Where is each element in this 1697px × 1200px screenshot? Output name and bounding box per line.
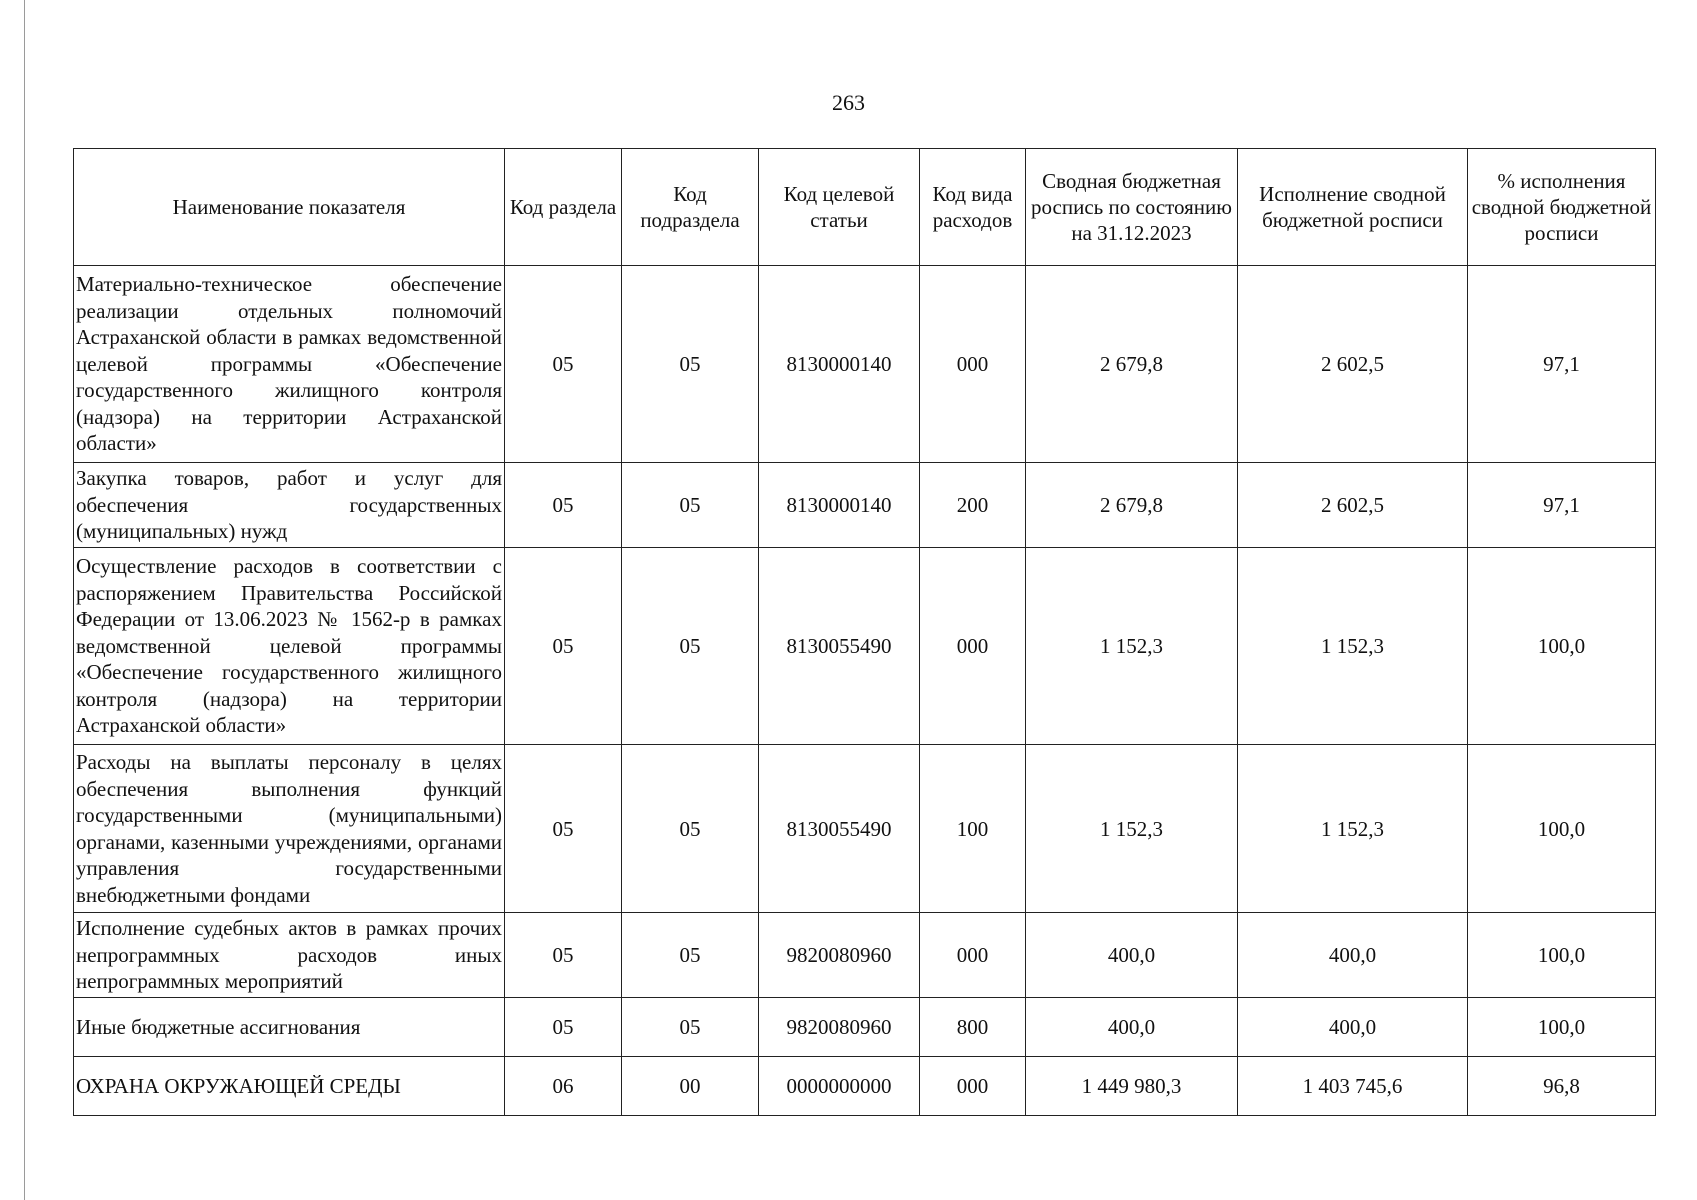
row-expense-type-code: 100 bbox=[920, 745, 1026, 913]
row-expense-type-code: 200 bbox=[920, 463, 1026, 548]
row-target-code: 0000000000 bbox=[759, 1057, 920, 1116]
row-target-code: 9820080960 bbox=[759, 998, 920, 1057]
row-expense-type-code: 000 bbox=[920, 1057, 1026, 1116]
row-planned-budget: 2 679,8 bbox=[1026, 463, 1238, 548]
row-target-code: 8130000140 bbox=[759, 463, 920, 548]
row-execution-percent: 97,1 bbox=[1468, 463, 1656, 548]
row-expense-type-code: 000 bbox=[920, 913, 1026, 998]
table-header-row bbox=[74, 149, 1656, 266]
row-name: Закупка товаров, работ и услуг для обеспечения государственных (муниципальных) нужд bbox=[74, 463, 505, 548]
row-execution-percent: 100,0 bbox=[1468, 548, 1656, 745]
header-section-code: Код раздела bbox=[505, 149, 622, 266]
row-planned-budget: 1 449 980,3 bbox=[1026, 1057, 1238, 1116]
row-executed-budget: 2 602,5 bbox=[1238, 463, 1468, 548]
row-executed-budget: 1 152,3 bbox=[1238, 745, 1468, 913]
row-name: Расходы на выплаты персоналу в целях обеспечения выполнения функций государственными (муниципальными) органами, казенными учреждениями, органами управления государственными внебюджетными фондами bbox=[74, 745, 505, 913]
row-section-code: 05 bbox=[505, 463, 622, 548]
row-planned-budget: 400,0 bbox=[1026, 998, 1238, 1057]
table-row bbox=[74, 548, 1656, 745]
row-expense-type-code: 000 bbox=[920, 548, 1026, 745]
row-name: ОХРАНА ОКРУЖАЮЩЕЙ СРЕДЫ bbox=[74, 1057, 505, 1116]
row-planned-budget: 1 152,3 bbox=[1026, 548, 1238, 745]
row-executed-budget: 1 403 745,6 bbox=[1238, 1057, 1468, 1116]
page-number: 263 bbox=[832, 90, 865, 115]
row-expense-type-code: 000 bbox=[920, 266, 1026, 463]
table-row bbox=[74, 913, 1656, 998]
table-row bbox=[74, 745, 1656, 913]
table-row bbox=[74, 998, 1656, 1057]
header-subsection-code: Код подраздела bbox=[622, 149, 759, 266]
row-planned-budget: 1 152,3 bbox=[1026, 745, 1238, 913]
row-section-code: 05 bbox=[505, 548, 622, 745]
row-subsection-code: 05 bbox=[622, 745, 759, 913]
header-executed-budget: Исполнение сводной бюджетной росписи bbox=[1238, 149, 1468, 266]
row-execution-percent: 100,0 bbox=[1468, 745, 1656, 913]
row-execution-percent: 96,8 bbox=[1468, 1057, 1656, 1116]
row-planned-budget: 2 679,8 bbox=[1026, 266, 1238, 463]
row-expense-type-code: 800 bbox=[920, 998, 1026, 1057]
table-row bbox=[74, 266, 1656, 463]
header-planned-budget: Сводная бюджетная роспись по состоянию на 31.12.2023 bbox=[1026, 149, 1238, 266]
header-indicator-name: Наименование показателя bbox=[74, 149, 505, 266]
header-expense-type-code: Код вида расходов bbox=[920, 149, 1026, 266]
header-execution-percent: % исполнения сводной бюджетной росписи bbox=[1468, 149, 1656, 266]
row-target-code: 8130055490 bbox=[759, 548, 920, 745]
table-row bbox=[74, 1057, 1656, 1116]
row-execution-percent: 100,0 bbox=[1468, 998, 1656, 1057]
row-name: Осуществление расходов в соответствии с распоряжением Правительства Российской Федерации от 13.06.2023 № 1562-р в рамках ведомственной целевой программы «Обеспечение государственного жилищного контроля (надзора) на территории Астраханской области» bbox=[74, 548, 505, 745]
budget-execution-table bbox=[73, 148, 1656, 1116]
row-executed-budget: 400,0 bbox=[1238, 913, 1468, 998]
row-name: Иные бюджетные ассигнования bbox=[74, 998, 505, 1057]
row-subsection-code: 05 bbox=[622, 463, 759, 548]
row-section-code: 05 bbox=[505, 998, 622, 1057]
row-target-code: 9820080960 bbox=[759, 913, 920, 998]
row-execution-percent: 97,1 bbox=[1468, 266, 1656, 463]
row-name: Материально-техническое обеспечение реализации отдельных полномочий Астраханской области в рамках ведомственной целевой программы «Обеспечение государственного жилищного контроля (надзора) на территории Астраханской области» bbox=[74, 266, 505, 463]
row-subsection-code: 05 bbox=[622, 998, 759, 1057]
row-subsection-code: 00 bbox=[622, 1057, 759, 1116]
row-execution-percent: 100,0 bbox=[1468, 913, 1656, 998]
row-subsection-code: 05 bbox=[622, 913, 759, 998]
row-target-code: 8130055490 bbox=[759, 745, 920, 913]
row-section-code: 05 bbox=[505, 266, 622, 463]
row-executed-budget: 2 602,5 bbox=[1238, 266, 1468, 463]
row-target-code: 8130000140 bbox=[759, 266, 920, 463]
left-margin-line bbox=[24, 0, 25, 1200]
row-section-code: 05 bbox=[505, 745, 622, 913]
row-subsection-code: 05 bbox=[622, 548, 759, 745]
row-executed-budget: 1 152,3 bbox=[1238, 548, 1468, 745]
row-section-code: 06 bbox=[505, 1057, 622, 1116]
row-section-code: 05 bbox=[505, 913, 622, 998]
row-name: Исполнение судебных актов в рамках прочих непрограммных расходов иных непрограммных мероприятий bbox=[74, 913, 505, 998]
table-row bbox=[74, 463, 1656, 548]
row-subsection-code: 05 bbox=[622, 266, 759, 463]
row-executed-budget: 400,0 bbox=[1238, 998, 1468, 1057]
row-planned-budget: 400,0 bbox=[1026, 913, 1238, 998]
header-target-code: Код целевой статьи bbox=[759, 149, 920, 266]
